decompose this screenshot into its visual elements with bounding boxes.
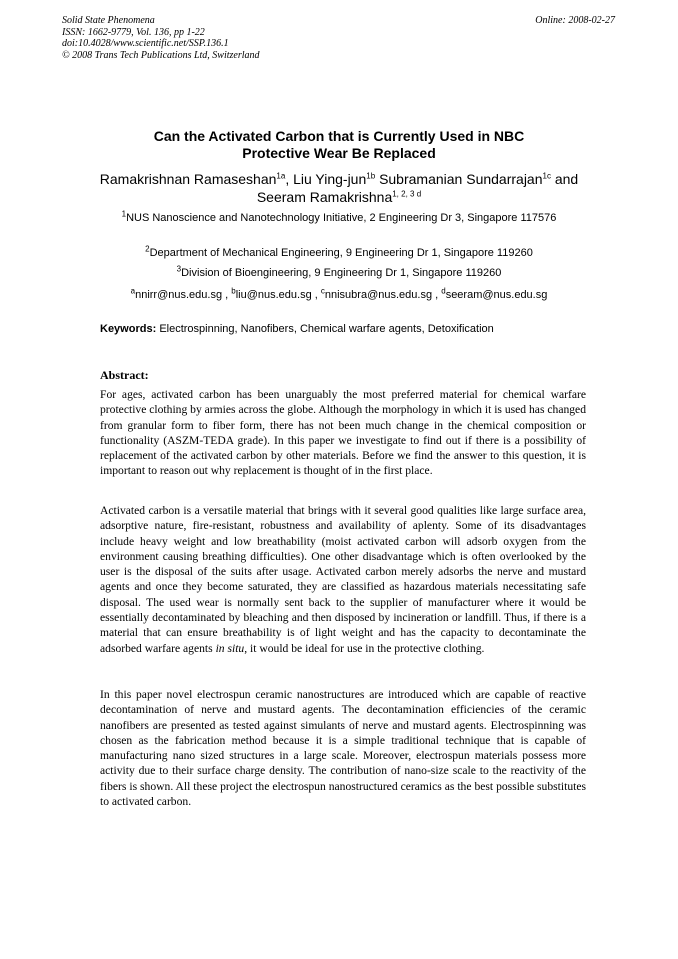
author-name: Liu Ying-jun [293, 171, 367, 187]
email-link[interactable]: nnisubra@nus.edu.sg [324, 289, 433, 301]
paragraph-text: Activated carbon is a versatile material that brings with it several good qualities like large surface area, adsorptive nature, fire-resistant, robustness and availability of aplenty. Some of its disadvantages include heavy weight and low breathability (moist activated carbon will adsorb oxygen from the environment causing breathing difficulties). One other disadvantage which is often overlooked by the user is the disposal of the suits after usage. Activated carbon merely adsorbs the nerve and mustard agents and once they become saturated, they are classified as hazardous materials necessitating safe disposal. The used wear is normally sent back to the supplier of manufacturer where it would be essentially decontaminated by bleaching and then disposed by incineration or landfill. Thus, if there is a material that can ensure breathability is of light weight and has the capacity to decontaminate the adsorbed warfare agents [100, 504, 586, 655]
author-name: Seeram Ramakrishna [256, 189, 393, 205]
email-sup: a [130, 286, 136, 296]
issn: ISSN: 1662-9779, Vol. 136, pp 1-22 [62, 26, 205, 38]
journal-name: Solid State Phenomena [62, 15, 155, 26]
email-link[interactable]: nnirr@nus.edu.sg [135, 289, 223, 301]
keywords-label: Keywords: [100, 323, 157, 335]
abstract-heading: Abstract: [100, 368, 149, 382]
journal-header [62, 15, 260, 61]
paper-title [80, 128, 598, 162]
author-list [80, 170, 598, 206]
author-separator: , [285, 171, 294, 187]
affiliation-text: Division of Bioengineering, 9 Engineering Dr 1, Singapore 119260 [181, 267, 502, 279]
email-sup: b [231, 286, 236, 296]
affiliation-1 [80, 211, 598, 225]
body-paragraph-2: In this paper novel electrospun ceramic nanostructures are introduced which are capable of reactive decontamination of nerve and mustard agents. The decontamination efficiencies of the ceramic nanofibers are presented as tested against simulants of nerve and mustard agents. Electrospinning was chosen as the fabrication method because it is a simple traditional technique that is capable of manufacturing nano sized structures in a large scale. Moreover, electrospun materials possess more activity due to their surface charge density. The contribution of nano-size scale to the reactivity of the fibers is shown. All these project the electrospun nanostructured ceramics as the best possible substitutes to activated carbon. [100, 688, 586, 809]
paragraph-text: , it would be ideal for use in the protective clothing. [244, 641, 485, 655]
title-line-2: Protective Wear Be Replaced [242, 145, 436, 161]
doi: doi:10.4028/www.scientific.net/SSP.136.1 [62, 38, 229, 49]
author-name: Ramakrishnan Ramaseshan [99, 171, 277, 187]
author-sup: 1b [366, 171, 376, 181]
author-separator: and [550, 171, 579, 187]
body-paragraph-1 [100, 503, 586, 656]
affiliation-sup: 1 [121, 209, 127, 219]
author-name: Subramanian Sundarrajan [379, 171, 543, 187]
online-date: Online: 2008-02-27 [535, 15, 615, 26]
copyright: © 2008 Trans Tech Publications Ltd, Switzerland [62, 49, 260, 61]
author-sup: 1c [542, 171, 551, 181]
abstract-paragraph: For ages, activated carbon has been unarguably the most preferred material for chemical warfare protective clothing by armies across the globe. Although the morphology in which it is used has changed from granular form to fiber form, there has not been much change in the chemical composition or functionality (ASZM-TEDA grade). In this paper we investigate to find out if there is a possibility of replacement of the activated carbon by other materials. Before we find the answer to this question, it is important to reason out why replacement is thought of in the first place. [100, 388, 586, 478]
affiliation-sup: 3 [176, 264, 182, 274]
email-sup: c [320, 286, 325, 296]
affiliation-text: Department of Mechanical Engineering, 9 Engineering Dr 1, Singapore 119260 [149, 247, 533, 259]
email-list: $^a$nnirr@nus.edu.sg , $^b$liu@nus.edu.sg , $^c$nnisubra@nus.edu.sg , $^d$seeram@nus.edu.sg [130, 286, 548, 301]
email-sup: d [441, 286, 446, 296]
title-line-1: Can the Activated Carbon that is Currently Used in NBC [153, 128, 525, 144]
affiliation-text: NUS Nanoscience and Nanotechnology Initiative, 2 Engineering Dr 3, Singapore 117576 [126, 212, 557, 224]
keywords-text: Electrospinning, Nanofibers, Chemical warfare agents, Detoxification [159, 323, 494, 335]
author-sup: 1, 2, 3 d [392, 189, 422, 199]
email-link[interactable]: seeram@nus.edu.sg [445, 289, 548, 301]
affiliation-3 [80, 266, 598, 280]
affiliation-sup: 2 [145, 244, 150, 254]
author-sup: 1a [276, 171, 286, 181]
email-link[interactable]: liu@nus.edu.sg [235, 289, 312, 301]
paragraph-italic: in situ [215, 641, 245, 655]
keywords [100, 322, 590, 336]
affiliation-2 [80, 246, 598, 260]
